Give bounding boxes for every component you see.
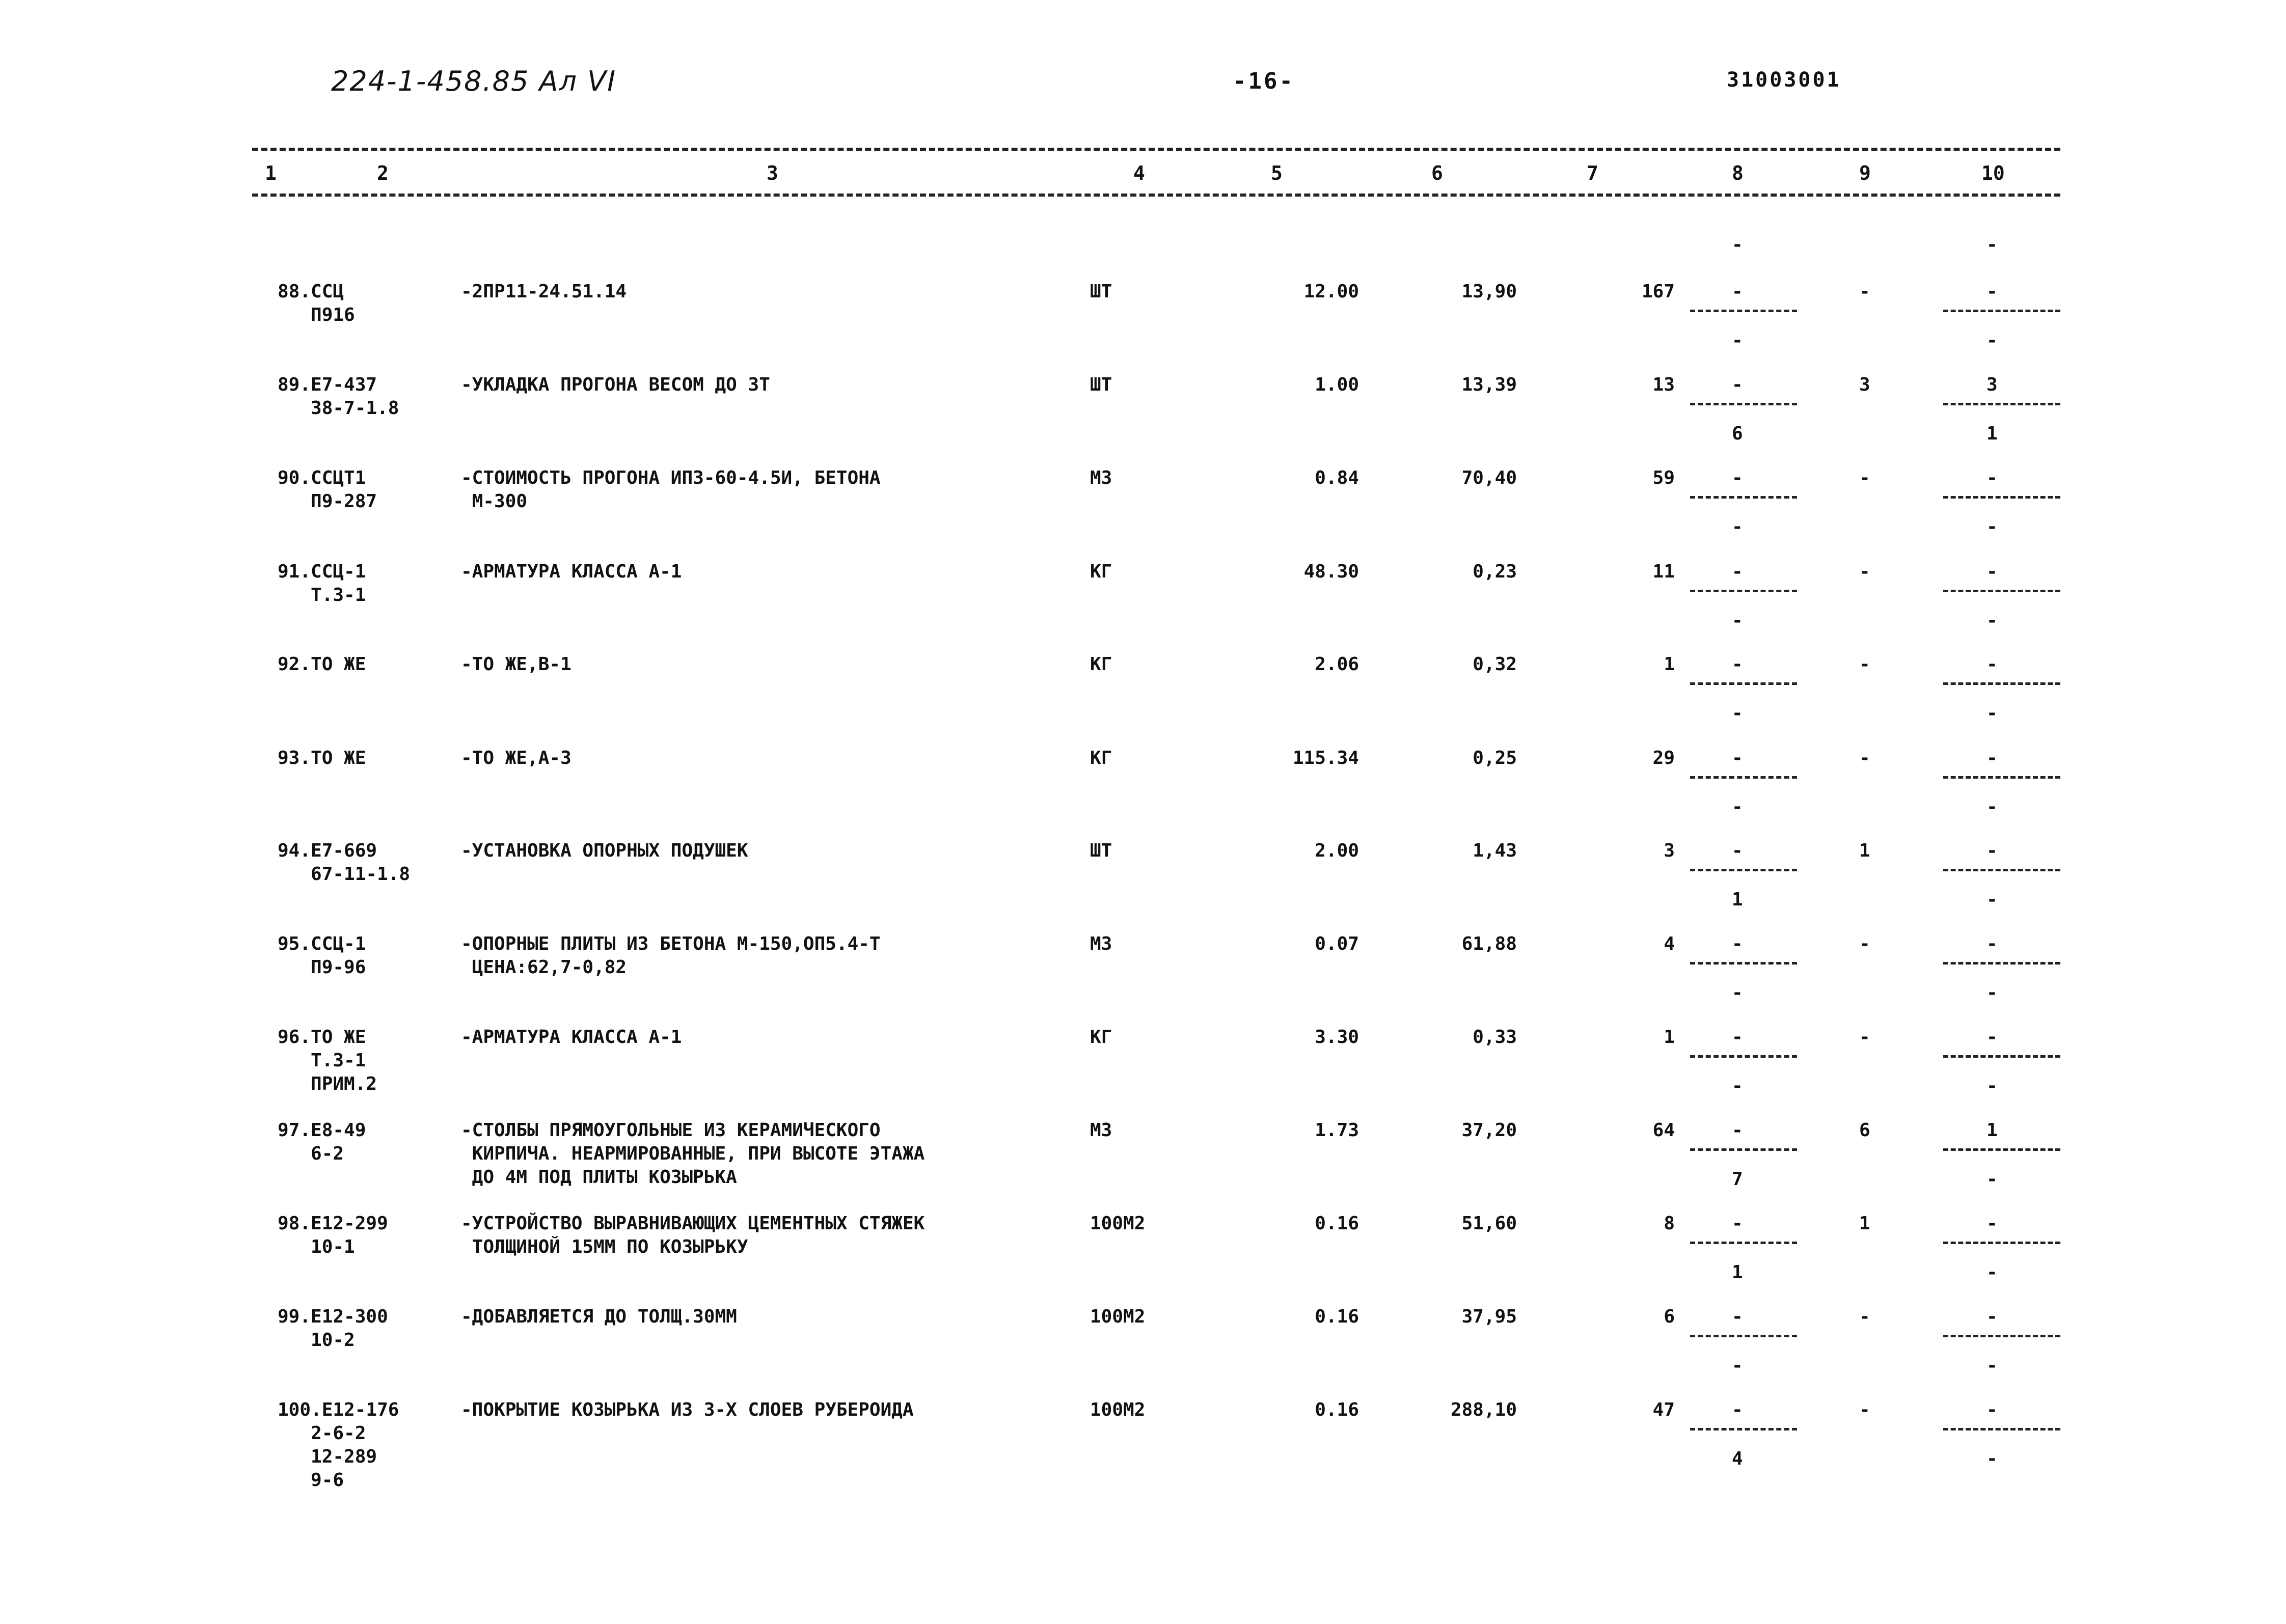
quantity: 0.16 — [1315, 1213, 1359, 1234]
work-description: -АРМАТУРА КЛАССА А-1 — [461, 561, 682, 582]
position-code: 92.ТО ЖЕ — [278, 654, 366, 675]
col-num-10: 10 — [1981, 162, 2005, 184]
col9-value: - — [1859, 281, 1870, 302]
unit-of-measure: КГ — [1090, 561, 1112, 582]
total-cost: 8 — [1664, 1213, 1675, 1234]
work-description: -СТОИМОСТЬ ПРОГОНА ИП3-60-4.5И, БЕТОНА М-300 — [461, 467, 881, 512]
col10-bottom-value: - — [1986, 796, 1998, 817]
unit-of-measure: КГ — [1090, 1027, 1112, 1048]
col8-top-value: - — [1732, 933, 1743, 954]
quantity: 2.06 — [1315, 654, 1359, 675]
col10-fraction-line — [1943, 682, 2060, 685]
col8-bottom-value: 4 — [1732, 1448, 1743, 1469]
col8-bottom-value: - — [1732, 796, 1743, 817]
unit-of-measure: М3 — [1090, 1120, 1112, 1141]
col8-top-value: - — [1732, 1399, 1743, 1420]
unit-of-measure: КГ — [1090, 748, 1112, 768]
col10-top-value: - — [1986, 467, 1998, 488]
top-mark-col10: - — [1986, 234, 1998, 255]
col-num-5: 5 — [1271, 162, 1283, 184]
col9-value: - — [1859, 748, 1870, 768]
quantity: 0.84 — [1315, 467, 1359, 488]
unit-price: 1,43 — [1473, 840, 1517, 861]
total-cost: 4 — [1664, 933, 1675, 954]
quantity: 2.00 — [1315, 840, 1359, 861]
col10-fraction-line — [1943, 1335, 2060, 1337]
work-description: -АРМАТУРА КЛАССА А-1 — [461, 1027, 682, 1048]
quantity: 115.34 — [1292, 748, 1359, 768]
work-description: -УСТАНОВКА ОПОРНЫХ ПОДУШЕК — [461, 840, 748, 861]
col10-bottom-value: - — [1986, 516, 1998, 537]
unit-of-measure: ШТ — [1090, 281, 1112, 302]
col8-fraction-line — [1690, 403, 1797, 405]
col8-bottom-value: - — [1732, 1355, 1743, 1376]
column-number-row — [0, 162, 2286, 192]
unit-of-measure: М3 — [1090, 933, 1112, 954]
col10-top-value: - — [1986, 654, 1998, 675]
total-cost: 13 — [1652, 374, 1675, 395]
col9-value: - — [1859, 1027, 1870, 1048]
col10-bottom-value: - — [1986, 1262, 1998, 1283]
position-code: 96.ТО ЖЕ Т.3-1 ПРИМ.2 — [278, 1027, 377, 1094]
work-description: -ТО ЖЕ,А-3 — [461, 748, 572, 768]
col10-bottom-value: 1 — [1986, 423, 1998, 444]
unit-of-measure: М3 — [1090, 467, 1112, 488]
total-cost: 59 — [1652, 467, 1675, 488]
position-code: 91.ССЦ-1 Т.3-1 — [278, 561, 366, 605]
total-cost: 167 — [1641, 281, 1675, 302]
col9-value: 1 — [1859, 1213, 1870, 1234]
col8-bottom-value: 1 — [1732, 889, 1743, 910]
col10-top-value: - — [1986, 933, 1998, 954]
table-header-rule — [252, 194, 2060, 197]
work-description: -ПОКРЫТИЕ КОЗЫРЬКА ИЗ 3-Х СЛОЕВ РУБЕРОИДА — [461, 1399, 914, 1420]
col10-bottom-value: - — [1986, 1076, 1998, 1096]
col10-top-value: - — [1986, 748, 1998, 768]
position-code: 88.ССЦ П916 — [278, 281, 355, 325]
unit-of-measure: КГ — [1090, 654, 1112, 675]
unit-price: 13,90 — [1461, 281, 1517, 302]
col9-value: - — [1859, 467, 1870, 488]
col-num-2: 2 — [377, 162, 389, 184]
total-cost: 64 — [1652, 1120, 1675, 1141]
col10-top-value: - — [1986, 561, 1998, 582]
col10-fraction-line — [1943, 776, 2060, 779]
col8-bottom-value: - — [1732, 982, 1743, 1003]
quantity: 0.16 — [1315, 1306, 1359, 1327]
unit-of-measure: 100М2 — [1090, 1213, 1146, 1234]
col8-bottom-value: 7 — [1732, 1169, 1743, 1190]
quantity: 3.30 — [1315, 1027, 1359, 1048]
col8-top-value: - — [1732, 840, 1743, 861]
col9-value: 3 — [1859, 374, 1870, 395]
col10-bottom-value: - — [1986, 1169, 1998, 1190]
position-code: 90.ССЦТ1 П9-287 — [278, 467, 377, 512]
unit-price: 0,33 — [1473, 1027, 1517, 1048]
col10-fraction-line — [1943, 1055, 2060, 1058]
col9-value: - — [1859, 654, 1870, 675]
top-mark-col8: - — [1732, 234, 1743, 255]
unit-price: 13,39 — [1461, 374, 1517, 395]
total-cost: 47 — [1652, 1399, 1675, 1420]
work-description: -2ПР11-24.51.14 — [461, 281, 627, 302]
col10-bottom-value: - — [1986, 1355, 1998, 1376]
col9-value: - — [1859, 561, 1870, 582]
position-code: 99.Е12-300 10-2 — [278, 1306, 388, 1351]
col-num-8: 8 — [1732, 162, 1744, 184]
col10-top-value: - — [1986, 840, 1998, 861]
position-code: 97.Е8-49 6-2 — [278, 1120, 366, 1164]
unit-price: 0,25 — [1473, 748, 1517, 768]
col10-top-value: - — [1986, 1027, 1998, 1048]
col8-fraction-line — [1690, 1428, 1797, 1430]
col10-fraction-line — [1943, 310, 2060, 312]
col8-top-value: - — [1732, 1027, 1743, 1048]
unit-price: 70,40 — [1461, 467, 1517, 488]
col10-top-value: 1 — [1986, 1120, 1998, 1141]
col-num-4: 4 — [1133, 162, 1145, 184]
col10-fraction-line — [1943, 962, 2060, 965]
col10-top-value: 3 — [1986, 374, 1998, 395]
quantity: 1.00 — [1315, 374, 1359, 395]
col8-fraction-line — [1690, 962, 1797, 965]
unit-of-measure: 100М2 — [1090, 1399, 1146, 1420]
table-top-rule — [252, 148, 2060, 151]
unit-price: 37,95 — [1461, 1306, 1517, 1327]
position-code: 93.ТО ЖЕ — [278, 748, 366, 768]
col8-fraction-line — [1690, 1335, 1797, 1337]
col8-bottom-value: 1 — [1732, 1262, 1743, 1283]
col-num-6: 6 — [1431, 162, 1443, 184]
col10-top-value: - — [1986, 1306, 1998, 1327]
col10-fraction-line — [1943, 1242, 2060, 1244]
col9-value: 6 — [1859, 1120, 1870, 1141]
work-description: -ТО ЖЕ,В-1 — [461, 654, 572, 675]
col8-bottom-value: - — [1732, 516, 1743, 537]
quantity: 48.30 — [1303, 561, 1359, 582]
col8-bottom-value: - — [1732, 703, 1743, 724]
col8-top-value: - — [1732, 374, 1743, 395]
work-description: -ОПОРНЫЕ ПЛИТЫ ИЗ БЕТОНА М-150,ОП5.4-Т ЦЕНА:62,7-0,82 — [461, 933, 881, 978]
col8-fraction-line — [1690, 1055, 1797, 1058]
total-cost: 1 — [1664, 654, 1675, 675]
unit-of-measure: 100М2 — [1090, 1306, 1146, 1327]
col9-value: - — [1859, 933, 1870, 954]
col8-fraction-line — [1690, 776, 1797, 779]
position-code: 98.Е12-299 10-1 — [278, 1213, 388, 1257]
quantity: 1.73 — [1315, 1120, 1359, 1141]
col8-top-value: - — [1732, 1213, 1743, 1234]
position-code: 94.Е7-669 67-11-1.8 — [278, 840, 411, 885]
page-number: -16- — [1233, 68, 1295, 94]
unit-price: 51,60 — [1461, 1213, 1517, 1234]
unit-price: 37,20 — [1461, 1120, 1517, 1141]
col10-bottom-value: - — [1986, 1448, 1998, 1469]
total-cost: 29 — [1652, 748, 1675, 768]
col8-top-value: - — [1732, 467, 1743, 488]
quantity: 0.16 — [1315, 1399, 1359, 1420]
col10-fraction-line — [1943, 1428, 2060, 1430]
total-cost: 3 — [1664, 840, 1675, 861]
unit-price: 0,32 — [1473, 654, 1517, 675]
unit-of-measure: ШТ — [1090, 840, 1112, 861]
col-num-7: 7 — [1587, 162, 1598, 184]
document-code: 224-1-458.85 Ал VI — [331, 65, 616, 97]
position-code: 89.Е7-437 38-7-1.8 — [278, 374, 399, 419]
col-num-3: 3 — [767, 162, 778, 184]
col8-fraction-line — [1690, 590, 1797, 592]
col10-bottom-value: - — [1986, 889, 1998, 910]
col10-top-value: - — [1986, 1399, 1998, 1420]
col10-bottom-value: - — [1986, 610, 1998, 631]
quantity: 0.07 — [1315, 933, 1359, 954]
unit-price: 288,10 — [1450, 1399, 1517, 1420]
quantity: 12.00 — [1303, 281, 1359, 302]
col-num-9: 9 — [1859, 162, 1871, 184]
total-cost: 6 — [1664, 1306, 1675, 1327]
col8-bottom-value: 6 — [1732, 423, 1743, 444]
col9-value: - — [1859, 1306, 1870, 1327]
col10-bottom-value: - — [1986, 330, 1998, 351]
col10-fraction-line — [1943, 590, 2060, 592]
col10-top-value: - — [1986, 1213, 1998, 1234]
col10-bottom-value: - — [1986, 982, 1998, 1003]
col9-value: - — [1859, 1399, 1870, 1420]
total-cost: 1 — [1664, 1027, 1675, 1048]
unit-price: 0,23 — [1473, 561, 1517, 582]
col-num-1: 1 — [265, 162, 277, 184]
col10-fraction-line — [1943, 869, 2060, 871]
col10-bottom-value: - — [1986, 703, 1998, 724]
document-number: 31003001 — [1727, 68, 1841, 92]
col8-top-value: - — [1732, 561, 1743, 582]
position-code: 95.ССЦ-1 П9-96 — [278, 933, 366, 978]
col9-value: 1 — [1859, 840, 1870, 861]
col8-bottom-value: - — [1732, 610, 1743, 631]
col10-top-value: - — [1986, 281, 1998, 302]
col8-bottom-value: - — [1732, 330, 1743, 351]
work-description: -СТОЛБЫ ПРЯМОУГОЛЬНЫЕ ИЗ КЕРАМИЧЕСКОГО КИРПИЧА. НЕАРМИРОВАННЫЕ, ПРИ ВЫСОТЕ ЭТАЖА ДО 4М ПОД ПЛИТЫ КОЗЫРЬКА — [461, 1120, 925, 1188]
col10-fraction-line — [1943, 496, 2060, 499]
col10-fraction-line — [1943, 1148, 2060, 1151]
col8-fraction-line — [1690, 310, 1797, 312]
work-description: -УСТРОЙСТВО ВЫРАВНИВАЮЩИХ ЦЕМЕНТНЫХ СТЯЖЕК ТОЛЩИНОЙ 15ММ ПО КОЗЫРЬКУ — [461, 1213, 925, 1257]
unit-of-measure: ШТ — [1090, 374, 1112, 395]
col8-bottom-value: - — [1732, 1076, 1743, 1096]
col8-fraction-line — [1690, 1242, 1797, 1244]
position-code: 100.Е12-176 2-6-2 12-289 9-6 — [278, 1399, 399, 1491]
col10-fraction-line — [1943, 403, 2060, 405]
col8-top-value: - — [1732, 281, 1743, 302]
col8-top-value: - — [1732, 748, 1743, 768]
unit-price: 61,88 — [1461, 933, 1517, 954]
col8-fraction-line — [1690, 869, 1797, 871]
col8-fraction-line — [1690, 682, 1797, 685]
col8-top-value: - — [1732, 654, 1743, 675]
col8-fraction-line — [1690, 496, 1797, 499]
total-cost: 11 — [1652, 561, 1675, 582]
col8-top-value: - — [1732, 1120, 1743, 1141]
col8-top-value: - — [1732, 1306, 1743, 1327]
work-description: -ДОБАВЛЯЕТСЯ ДО ТОЛЩ.30ММ — [461, 1306, 737, 1327]
work-description: -УКЛАДКА ПРОГОНА ВЕСОМ ДО 3Т — [461, 374, 770, 395]
col8-fraction-line — [1690, 1148, 1797, 1151]
